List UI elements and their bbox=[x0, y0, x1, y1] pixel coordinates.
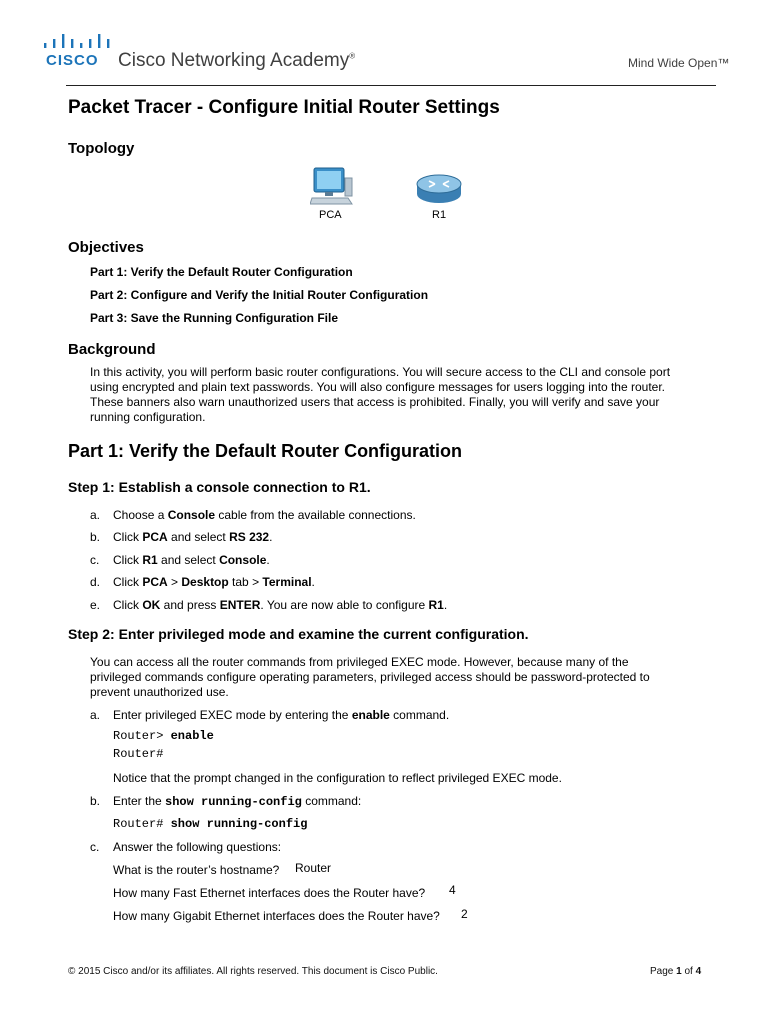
background-heading: Background bbox=[68, 341, 156, 358]
pc-icon bbox=[310, 166, 354, 206]
header-divider bbox=[66, 85, 716, 86]
device-label-r1: R1 bbox=[432, 209, 447, 221]
topology-heading: Topology bbox=[68, 140, 135, 157]
footer-page-number: Page 1 of 4 bbox=[650, 966, 702, 977]
router-icon bbox=[415, 172, 463, 206]
cli-line: Router# bbox=[113, 747, 164, 761]
list-item: a. Choose a Console cable from the available connections. bbox=[90, 508, 416, 522]
footer-copyright: © 2015 Cisco and/or its affiliates. All rights reserved. This document is Cisco Public. bbox=[68, 966, 438, 977]
list-item: a. Enter privileged EXEC mode by entering the enable command. bbox=[90, 708, 450, 722]
objective-item: Part 2: Configure and Verify the Initial Router Configuration bbox=[90, 288, 429, 302]
objectives-heading: Objectives bbox=[68, 239, 144, 256]
background-paragraph: In this activity, you will perform basic router configurations. You will secure access to the CLI and console port using encrypted and plain text passwords. You will also configure messages for users logging into the router. These banners also warn unauthorized users that access is prohibited. Finally, you will verify and save your running configuration. bbox=[90, 365, 671, 424]
question-hostname: What is the router’s hostname? bbox=[113, 863, 280, 877]
cisco-logo-text: CISCO bbox=[46, 52, 99, 69]
answer-fastethernet: 4 bbox=[449, 883, 456, 897]
list-item: d. Click PCA > Desktop tab > Terminal. bbox=[90, 575, 315, 589]
note-text: Notice that the prompt changed in the configuration to reflect privileged EXEC mode. bbox=[113, 771, 562, 785]
part1-heading: Part 1: Verify the Default Router Configuration bbox=[68, 441, 463, 461]
question-gigabitethernet: How many Gigabit Ethernet interfaces does the Router have? bbox=[113, 909, 440, 923]
page-title: Packet Tracer - Configure Initial Router Settings bbox=[68, 97, 500, 118]
step2-intro: You can access all the router commands from privileged EXEC mode. However, because many of the privileged commands configure operating parameters, privileged access should be password-protected to prevent unauthorized use. bbox=[90, 655, 650, 699]
step1-heading: Step 1: Establish a console connection to R1. bbox=[68, 479, 371, 495]
academy-title: Cisco Networking Academy® bbox=[118, 50, 356, 71]
list-item: b. Click PCA and select RS 232. bbox=[90, 530, 273, 544]
objective-item: Part 3: Save the Running Configuration File bbox=[90, 311, 339, 325]
answer-hostname: Router bbox=[295, 861, 332, 875]
device-label-pca: PCA bbox=[319, 209, 342, 221]
list-item: e. Click OK and press ENTER. You are now able to configure R1. bbox=[90, 598, 448, 612]
list-item: b. Enter the show running-config command: bbox=[90, 794, 362, 809]
objective-item: Part 1: Verify the Default Router Configuration bbox=[90, 265, 353, 279]
cli-line: Router# show running-config bbox=[113, 817, 308, 831]
page-header bbox=[0, 0, 768, 90]
cli-line: Router> enable bbox=[113, 729, 214, 743]
list-item: c. Click R1 and select Console. bbox=[90, 553, 270, 567]
list-item: c. Answer the following questions: bbox=[90, 840, 282, 854]
tagline: Mind Wide Open™ bbox=[628, 56, 730, 70]
question-fastethernet: How many Fast Ethernet interfaces does the Router have? bbox=[113, 886, 426, 900]
cisco-logo-bars-icon bbox=[44, 32, 116, 50]
answer-gigabitethernet: 2 bbox=[461, 907, 468, 921]
step2-heading: Step 2: Enter privileged mode and examine the current configuration. bbox=[68, 626, 529, 642]
